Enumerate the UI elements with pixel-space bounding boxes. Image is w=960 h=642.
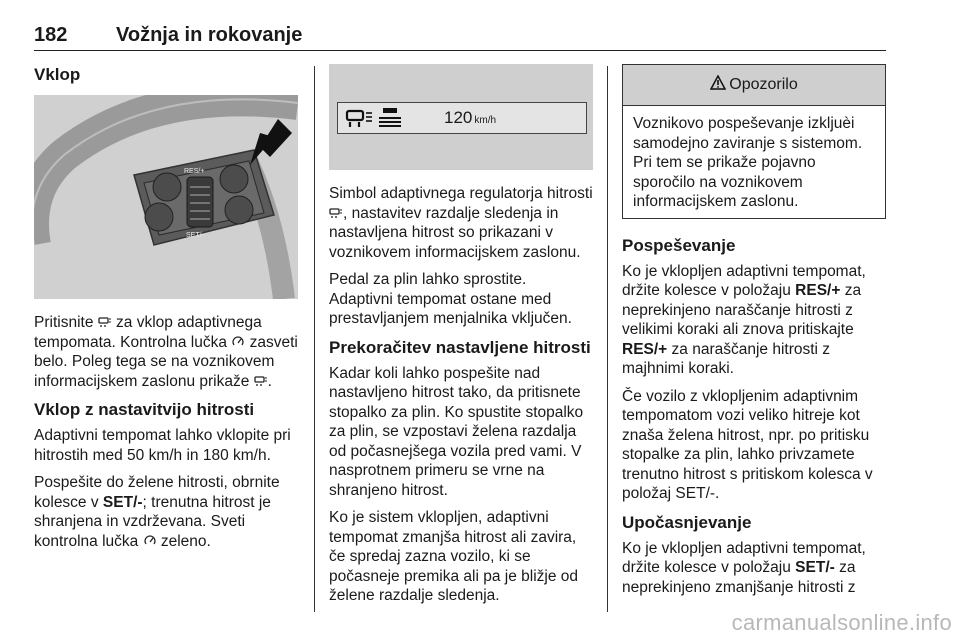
paragraph-vklop: Pritisnite za vklop adaptivnega tempomata. Kontrolna lučka zasveti belo. Poleg tega se na voznikovem informacijskem zaslonu prikaže . [34,314,298,390]
wheel-res-label: RES/+ [184,168,205,175]
paragraph-decelerate: Ko je vklopljen adaptivni tempomat, držite kolesce v položaju SET/- za neprekinjeno zmanjšanje hitrosti z [622,539,866,596]
acc-car-icon [254,373,268,385]
warning-title: Opozorilo [729,76,798,94]
paragraph-exceed: Kadar koli lahko pospešite nad nastavljeno hitrost tako, da pritisnete stopalko za plin. Ko spustite stopalko za plin, se vzpostavi želena razdalja od počasnejšega vozila pred vami. V nasprotnem primeru se vrne na shranjeno hitrost. [329,364,584,499]
cruise-lamp-icon [143,533,157,545]
set-speed-readout: 120 km/h [444,108,497,127]
warning-box [622,64,886,219]
heading-vklop-nastavitev: Vklop z nastavitvijo hitrosti [34,400,255,419]
steering-wheel-illustration [34,95,298,299]
heading-pospesevanje: Pospeševanje [622,235,736,255]
page-number: 182 [34,24,68,46]
column-1 [34,64,300,559]
heading-upocasnjevanje: Upočasnjevanje [622,512,752,532]
wheel-set-label: SET/- [186,232,204,239]
paragraph-pedal: Pedal za plin lahko sprostite. Adaptivni tempomat ostane med prestavljanjem menjalnika vključen. [329,271,572,327]
paragraph-symbol: Simbol adaptivnega regulatorja hitrosti , nastavitev razdalje sledenja in nastavljena hitrost so prikazani v voznikovem informacijskem zaslonu. [329,185,593,261]
following-distance-icon [378,107,402,135]
warning-triangle-icon [710,75,726,96]
heading-prekoracitev: Prekoračitev nastavljene hitrosti [329,337,591,357]
paragraph-braking: Ko je sistem vklopljen, adaptivni tempomat zmanjša hitrost ali zavira, če spredaj zazna vozilo, ki se počasneje premika ali pa je bližje od želene razdalje sledenja. [329,509,579,604]
driver-display-illustration [329,64,593,170]
column-2 [329,64,593,614]
cruise-lamp-icon [231,334,245,346]
heading-vklop: Vklop [34,65,81,84]
acc-car-icon [344,107,374,135]
watermark: carmanualsonline.info [731,610,952,635]
steering-wheel-drawing [34,95,298,299]
acc-car-icon [329,205,343,217]
chapter-title: Vožnja in rokovanje [116,24,303,46]
paragraph-accelerate: Ko je vklopljen adaptivni tempomat, držite kolesce v položaju RES/+ za neprekinjeno naraščanje hitrosti z velikimi koraki ali znova pritiskajte RES/+ za naraščanje hitrosti z majhnimi koraki. [622,262,866,377]
column-divider [607,66,608,612]
paragraph-set-speed: Pospešite do želene hitrosti, obrnite kolesce v SET/-; trenutna hitrost je shranjena in vzdrževana. Sveti kontrolna lučka zeleno. [34,474,280,550]
warning-header [623,65,885,106]
column-3 [622,64,886,605]
driver-info-display [337,102,587,134]
acc-car-icon [98,314,112,326]
paragraph-adopt-speed: Če vozilo z vklopljenim adaptivnim tempomatom vozi veliko hitreje kot znaša želena hitrost, npr. po pritisku stopalke za plin, lahko privzamete trenutno hitrost s pritiskom kolesca v položaj SET/-. [622,387,873,502]
column-divider [314,66,315,612]
warning-text: Voznikovo pospeševanje izkljuèi samodejno zaviranje s sistemom. Pri tem se prikaže pojavno sporočilo na voznikovem informacijskem zaslonu. [633,115,863,210]
page-header [34,22,886,51]
paragraph-speed-range: Adaptivni tempomat lahko vklopite pri hitrostih med 50 km/h in 180 km/h. [34,427,291,464]
